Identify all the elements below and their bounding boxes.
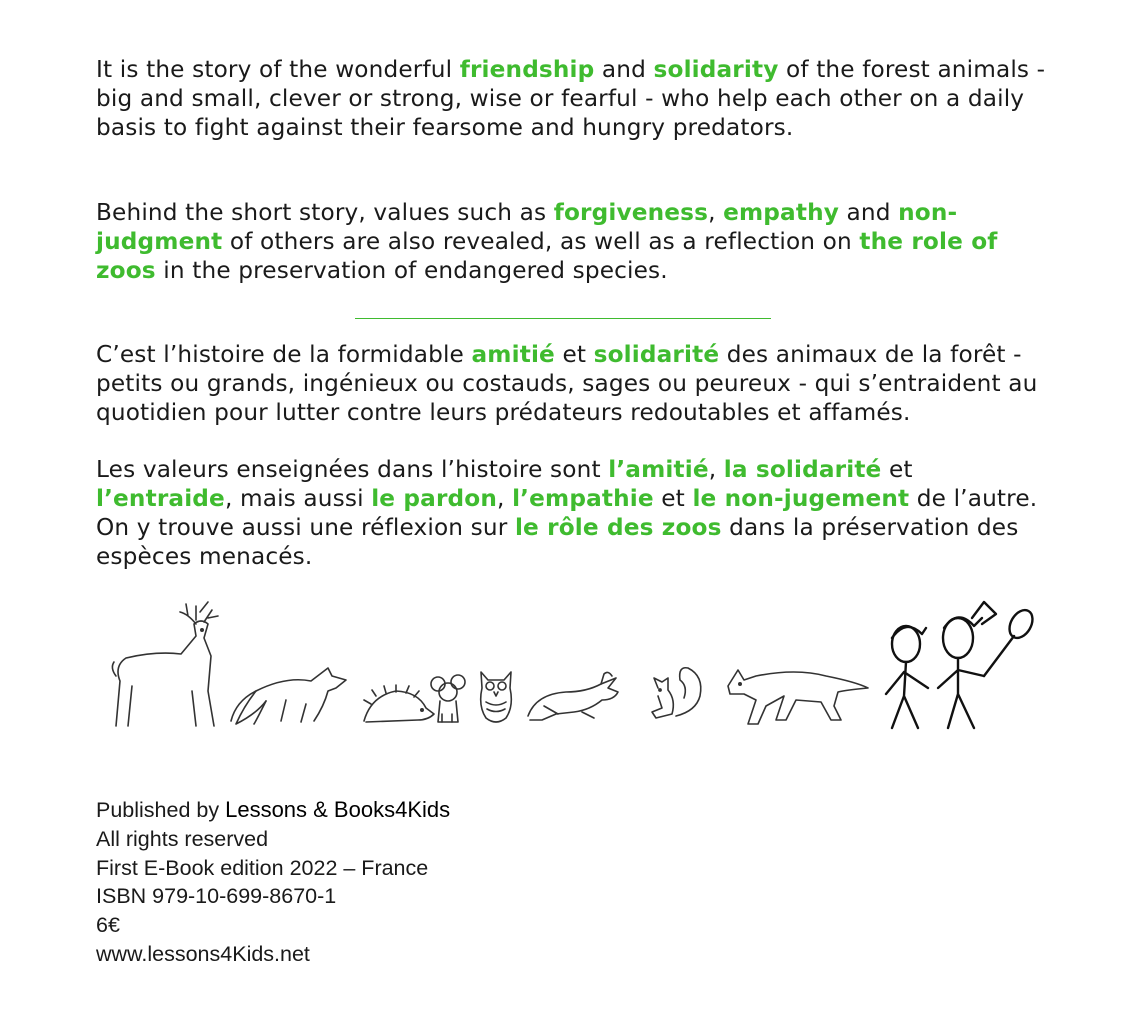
highlighted-keyword: le non-jugement <box>692 485 910 512</box>
english-paragraph-values <box>96 198 1046 285</box>
publication-info <box>96 796 450 969</box>
body-text: et <box>881 456 913 483</box>
body-text: , <box>708 199 724 226</box>
body-text: , <box>497 485 513 512</box>
hedgehog-drawing <box>364 685 434 722</box>
body-text: , <box>708 456 724 483</box>
body-text: C’est l’histoire de la formidable <box>96 341 472 368</box>
highlighted-keyword: solidarité <box>593 341 720 368</box>
body-text: des animaux de la forêt - petits ou grands, ingénieux ou costauds, sages ou peureux - qui s’entraident au quotidien pour lutter contre leurs prédateurs redoutables et affamés. <box>96 341 1038 426</box>
highlighted-keyword: friendship <box>459 56 595 83</box>
highlighted-keyword: empathy <box>723 199 839 226</box>
body-text: , mais aussi <box>224 485 372 512</box>
published-by-label: Published by <box>96 798 226 822</box>
publisher-name: Lessons & Books4Kids <box>225 797 451 822</box>
body-text: et <box>554 341 594 368</box>
body-text: and <box>839 199 899 226</box>
body-text: Behind the short story, values such as <box>96 199 554 226</box>
squirrel-drawing <box>652 668 701 718</box>
fox-drawing <box>231 668 346 724</box>
highlighted-keyword: non-judgment <box>96 199 958 255</box>
website-line: www.lessons4Kids.net <box>96 941 310 966</box>
body-text: and <box>594 56 654 83</box>
highlighted-keyword: l’entraide <box>96 485 225 512</box>
animal-illustration-strip <box>96 596 1046 741</box>
edition-line: First E-Book edition 2022 – France <box>96 855 429 880</box>
highlighted-keyword: the role of zoos <box>96 228 998 284</box>
highlighted-keyword: l’empathie <box>512 485 654 512</box>
english-paragraph-story <box>96 55 1046 142</box>
highlighted-keyword: amitié <box>471 341 555 368</box>
body-text: of others are also revealed, as well as a reflection on <box>222 228 860 255</box>
body-text: Les valeurs enseignées dans l’histoire sont <box>96 456 609 483</box>
hare-drawing <box>528 672 618 720</box>
price-line: 6€ <box>96 913 120 938</box>
section-divider <box>355 318 771 319</box>
french-paragraph-story <box>96 340 1046 427</box>
highlighted-keyword: l’amitié <box>608 456 709 483</box>
wolf-drawing <box>728 670 868 724</box>
highlighted-keyword: le pardon <box>371 485 498 512</box>
deer-drawing <box>112 602 218 726</box>
owl-drawing <box>481 672 512 722</box>
isbn-line: ISBN 979-10-699-8670-1 <box>96 884 337 909</box>
body-text: in the preservation of endangered species. <box>155 257 668 284</box>
mouse-drawing <box>431 675 465 722</box>
highlighted-keyword: forgiveness <box>553 199 709 226</box>
children-with-net-drawing <box>886 602 1037 728</box>
body-text: de l’autre. On y trouve aussi une réflexion sur <box>96 485 1038 541</box>
highlighted-keyword: le rôle des zoos <box>514 514 722 541</box>
highlighted-keyword: la solidarité <box>723 456 882 483</box>
body-text: It is the story of the wonderful <box>96 56 460 83</box>
body-text: et <box>653 485 693 512</box>
body-text: dans la préservation des espèces menacés. <box>96 514 1019 570</box>
highlighted-keyword: solidarity <box>653 56 779 83</box>
french-paragraph-values <box>96 455 1046 571</box>
publisher-line <box>96 796 450 825</box>
rights-line: All rights reserved <box>96 826 269 851</box>
body-text: of the forest animals - big and small, clever or strong, wise or fearful - who help each other on a daily basis to fight against their fearsome and hungry predators. <box>96 56 1046 141</box>
